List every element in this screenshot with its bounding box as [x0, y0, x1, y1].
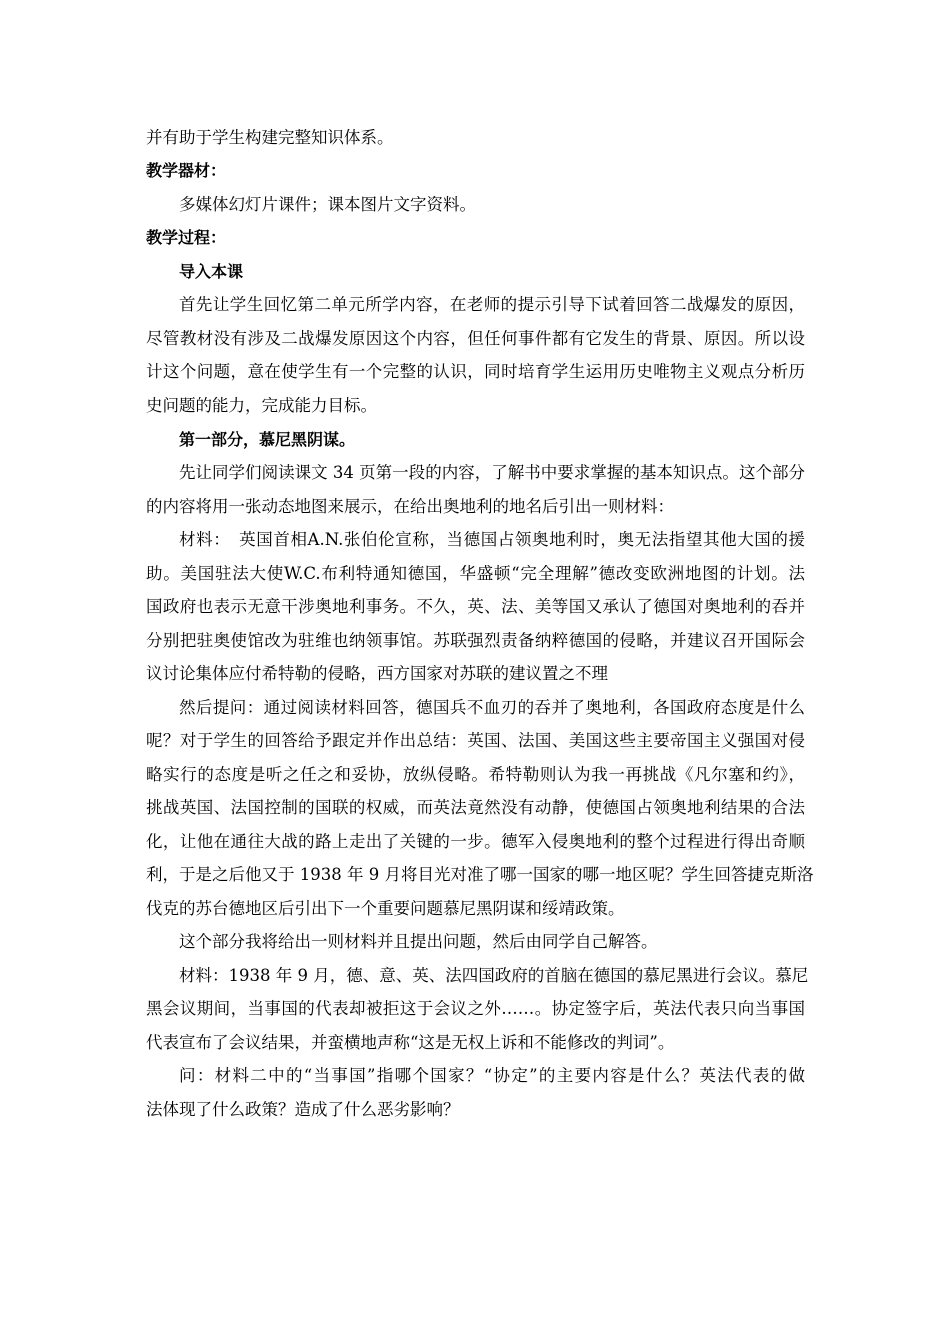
body-text: 计这个问题，意在使学生有一个完整的认识，同时培育学生运用历史唯物主义观点分析历: [146, 362, 805, 381]
sub-heading: 导入本课: [179, 262, 244, 281]
body-text: 的内容将用一张动态地图来展示，在给出奥地利的地名后引出一则材料：: [146, 497, 674, 516]
body-text: 略实行的态度是听之任之和妥协，放纵侵略。希特勒则认为我一再挑战《凡尔塞和约》，: [146, 765, 805, 784]
body-text: 材料：1938 年 9 月，德、意、英、法四国政府的首脑在德国的慕尼黑进行会议。慕尼: [179, 966, 809, 985]
body-text: 利，于是之后他又于 1938 年 9 月将目光对准了哪一国家的哪一地区呢？学生回答捷克斯洛: [146, 865, 814, 884]
body-text: 史问题的能力，完成能力目标。: [146, 396, 377, 415]
body-text: 这个部分我将给出一则材料并且提出问题，然后由同学自己解答。: [179, 932, 658, 951]
body-text: 问：材料二中的“当事国”指哪个国家？“协定”的主要内容是什么？英法代表的做: [179, 1066, 805, 1085]
body-text: 尽管教材没有涉及二战爆发原因这个内容，但任何事件都有它发生的背景、原因。所以设: [146, 329, 805, 348]
body-text: 首先让学生回忆第二单元所学内容，在老师的提示引导下试着回答二战爆发的原因，: [179, 295, 805, 314]
body-text: 伐克的苏台德地区后引出下一个重要问题慕尼黑阴谋和绥靖政策。: [146, 899, 625, 918]
body-text: 法体现了什么政策？造成了什么恶劣影响？: [146, 1100, 460, 1119]
body-text: 代表宣布了会议结果，并蛮横地声称“这是无权上诉和不能修改的判词”。: [146, 1033, 675, 1052]
body-text: 多媒体幻灯片课件；课本图片文字资料。: [179, 195, 476, 214]
body-text: 黑会议期间，当事国的代表却被拒这于会议之外……。协定签字后，英法代表只向当事国: [146, 999, 805, 1018]
body-text: 先让同学们阅读课文 34 页第一段的内容，了解书中要求掌握的基本知识点。这个部分: [179, 463, 805, 482]
body-text: 国政府也表示无意干涉奥地利事务。不久，英、法、美等国又承认了德国对奥地利的吞并: [146, 597, 805, 616]
body-text: 议讨论集体应付希特勒的侵略，西方国家对苏联的建议置之不理: [146, 664, 608, 683]
sub-heading: 第一部分，慕尼黑阴谋。: [179, 430, 356, 449]
section-heading: 教学过程：: [146, 228, 227, 247]
body-text: 然后提问：通过阅读材料回答，德国兵不血刃的吞并了奥地利，各国政府态度是什么: [179, 698, 805, 717]
body-text: 助。美国驻法大使W.C.布利特通知德国，华盛顿“完全理解”德改变欧洲地图的计划。法: [146, 564, 805, 583]
body-text: 分别把驻奥使馆改为驻维也纳领事馆。苏联强烈责备纳粹德国的侵略，并建议召开国际会: [146, 631, 805, 650]
section-heading: 教学器材：: [146, 161, 227, 180]
body-text: 化，让他在通往大战的路上走出了关键的一步。德军入侵奥地利的整个过程进行得出奇顺: [146, 832, 805, 851]
body-text: 并有助于学生构建完整知识体系。: [146, 128, 394, 147]
body-text: 呢？对于学生的回答给予跟定并作出总结：英国、法国、美国这些主要帝国主义强国对侵: [146, 731, 805, 750]
body-text: 挑战英国、法国控制的国联的权威，而英法竟然没有动静，使德国占领奥地利结果的合法: [146, 798, 805, 817]
body-text: 材料： 英国首相A.N.张伯伦宣称，当德国占领奥地利时，奥无法指望其他大国的援: [179, 530, 805, 549]
